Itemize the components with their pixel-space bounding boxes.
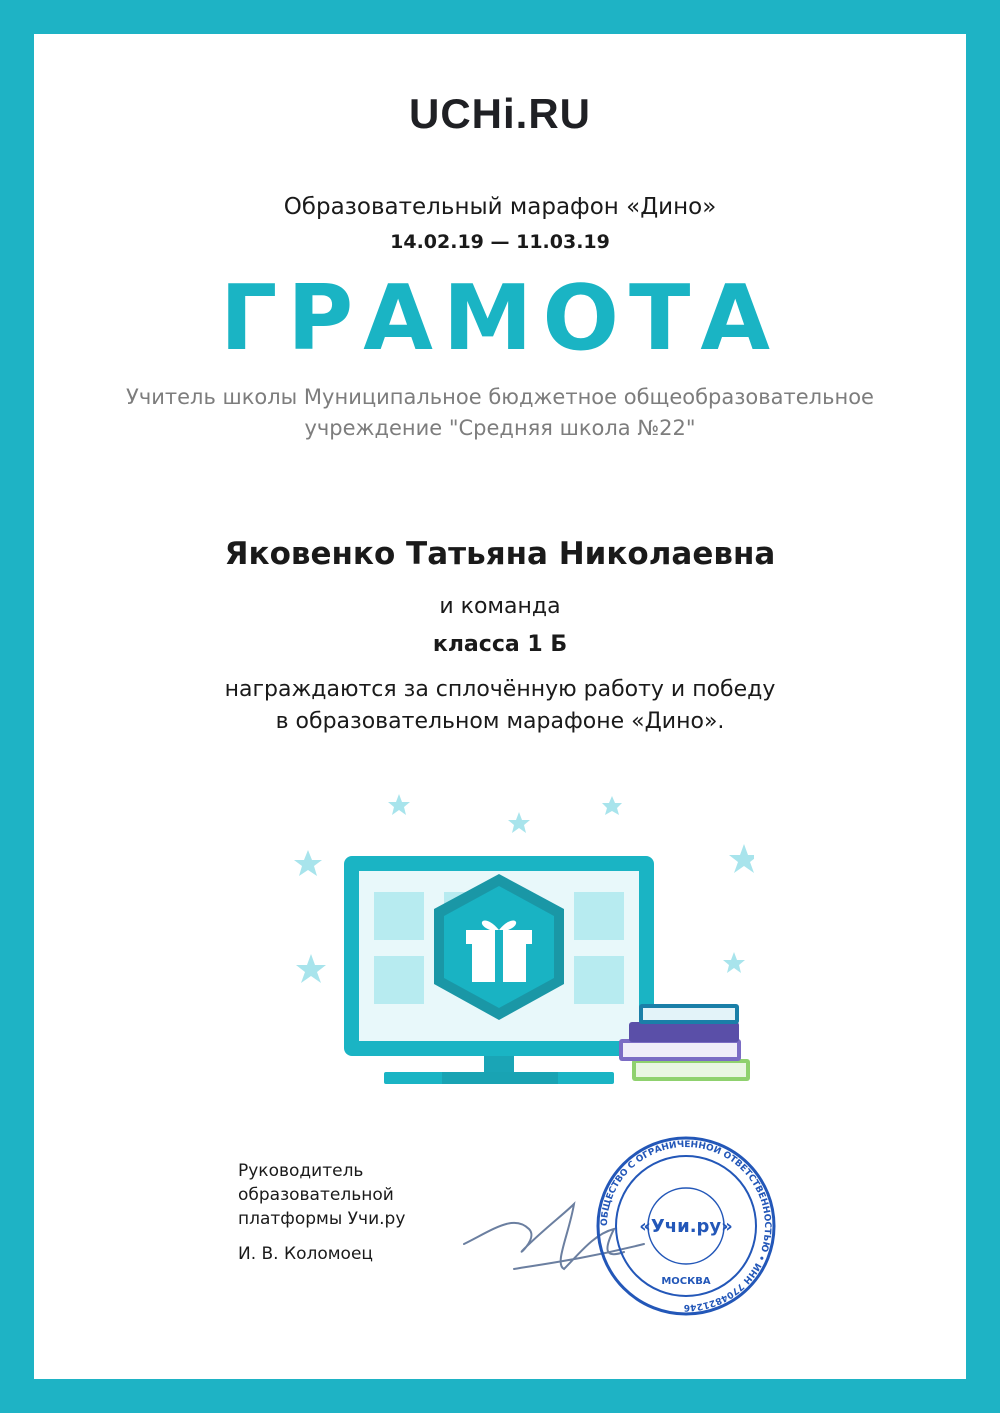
event-title: Образовательный марафон «Дино» — [283, 194, 717, 220]
award-text — [34, 674, 966, 738]
award-line-1: награждаются за сплочённую работу и победу — [224, 677, 776, 702]
signer-role-line-1: Руководитель — [238, 1161, 364, 1181]
monitor-illustration — [234, 784, 754, 1094]
signer-role-line-2: образовательной — [238, 1185, 394, 1205]
svg-text:МОСКВА: МОСКВА — [661, 1276, 711, 1287]
team-class: класса 1 Б — [432, 632, 568, 657]
svg-text:ОБЩЕСТВО С ОГРАНИЧЕННОЙ ОТВЕТС: ОБЩЕСТВО С ОГРАНИЧЕННОЙ ОТВЕТСТВЕННОСТЬЮ • ИНН 7704821246 — [599, 1139, 773, 1313]
team-conjunction: и команда — [439, 594, 561, 619]
certificate-sheet — [34, 34, 966, 1379]
svg-text:«Учи.ру»: «Учи.ру» — [639, 1216, 733, 1237]
signer-name: И. В. Коломоец — [238, 1244, 373, 1264]
recipient-name: Яковенко Татьяна Николаевна — [224, 536, 776, 572]
signer-role — [238, 1159, 405, 1231]
company-stamp — [594, 1134, 779, 1319]
uchi-logo: UCHi.RU — [409, 90, 591, 137]
signer-role-line-3: платформы Учи.ру — [238, 1209, 406, 1229]
certificate-title: ГРАМОТА — [219, 266, 781, 371]
award-line-2: в образовательном марафоне «Дино». — [275, 709, 725, 734]
recipient-role: Учитель школы Муниципальное бюджетное общеобразовательное учреждение "Средняя школа №22" — [126, 385, 874, 440]
event-dates: 14.02.19 — 11.03.19 — [390, 231, 610, 253]
